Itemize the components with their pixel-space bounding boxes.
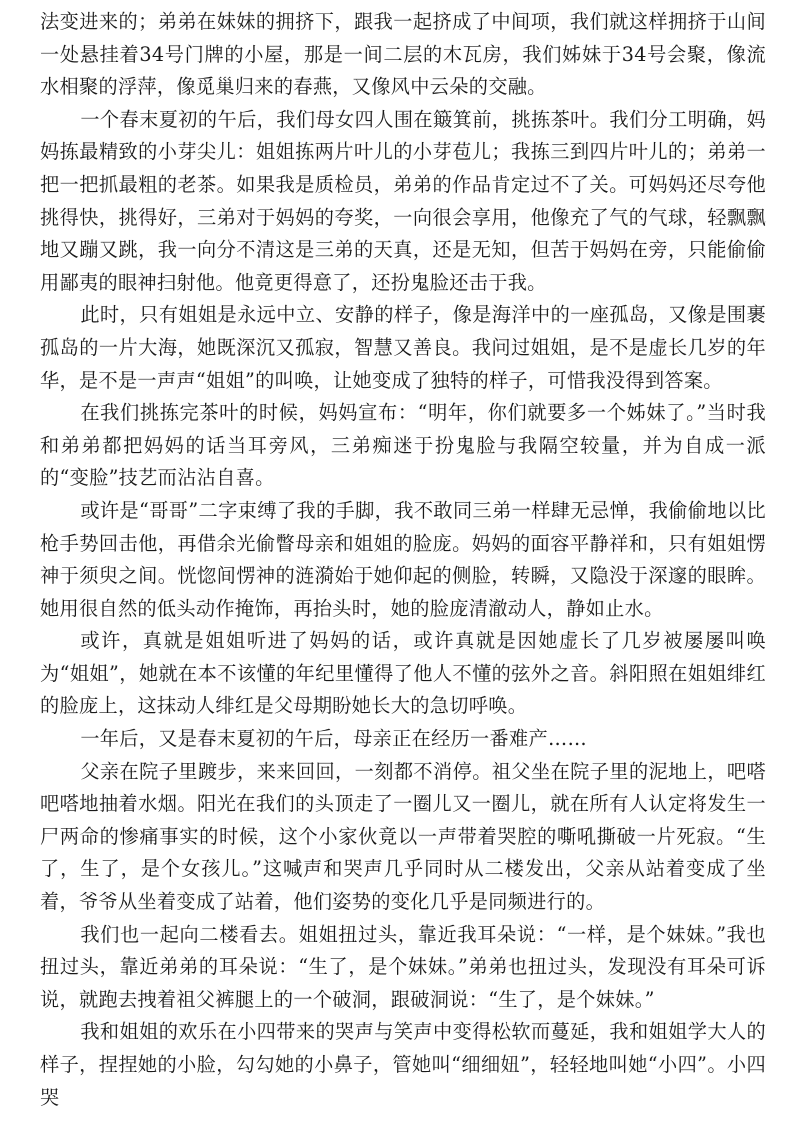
paragraph-9: 我们也一起向二楼看去。姐姐扭过头，靠近我耳朵说：“一样，是个妹妹。”我也扭过头，靠近弟弟的耳朵说：“生了，是个妹妹。”弟弟也扭过头，发现没有耳朵可诉说，就跑去拽着祖父裤腿上的一个破洞，跟破洞说：“生了，是个妹妹。” — [40, 922, 766, 1011]
paragraph-7: 一年后，又是春末夏初的午后，母亲正在经历一番难产…… — [80, 727, 587, 751]
paragraph-8: 父亲在院子里踱步，来来回回，一刻都不消停。祖父坐在院子里的泥地上，吧嗒吧嗒地抽着水烟。阳光在我们的头顶走了一圈儿又一圈儿，就在所有人认定将发生一尸两命的惨痛事实的时候，这个小家伙竟以一声带着哭腔的嘶吼撕破一片死寂。“生了，生了，是个女孩儿。”这喊声和哭声几乎同时从二楼发出，父亲从站着变成了坐着，爷爷从坐着变成了站着，他们姿势的变化几乎是同频进行的。 — [40, 759, 766, 914]
paragraph-5: 或许是“哥哥”二字束缚了我的手脚，我不敢同三弟一样肆无忌惮，我偷偷地以比枪手势回击他，再借余光偷瞥母亲和姐姐的脸庞。妈妈的面容平静祥和，只有姐姐愣神于须臾之间。恍惚间愣神的涟漪始于她仰起的侧脸，转瞬，又隐没于深邃的眼眸。她用很自然的低头动作掩饰，再抬头时，她的脸庞清澈动人，静如止水。 — [40, 498, 766, 620]
paragraph-4: 在我们挑拣完茶叶的时候，妈妈宣布：“明年，你们就要多一个姊妹了。”当时我和弟弟都把妈妈的话当耳旁风，三弟痴迷于扮鬼脸与我隔空较量，并为自成一派的“变脸”技艺而沾沾自喜。 — [40, 401, 766, 490]
paragraph-1: 法变进来的；弟弟在妹妹的拥挤下，跟我一起挤成了中间项，我们就这样拥挤于山间一处悬挂着34号门牌的小屋，那是一间二层的木瓦房，我们姊妹于34号会聚，像流水相聚的浮萍，像觅巢归来的春燕，又像风中云朵的交融。 — [40, 10, 766, 99]
paragraph-2: 一个春末夏初的午后，我们母女四人围在簸箕前，挑拣茶叶。我们分工明确，妈妈拣最精致的小芽尖儿：姐姐拣两片叶儿的小芽苞儿；我拣三到四片叶儿的；弟弟一把一把抓最粗的老茶。如果我是质检员，弟弟的作品肯定过不了关。可妈妈还尽夸他挑得快，挑得好，三弟对于妈妈的夸奖，一向很会享用，他像充了气的气球，轻飘飘地又蹦又跳，我一向分不清这是三弟的天真，还是无知，但苦于妈妈在旁，只能偷偷用鄙夷的眼神扫射他。他竟更得意了，还扮鬼脸还击于我。 — [40, 107, 766, 294]
paragraph-3: 此时，只有姐姐是永远中立、安静的样子，像是海洋中的一座孤岛，又像是围裹孤岛的一片大海，她既深沉又孤寂，智慧又善良。我问过姐姐，是不是虚长几岁的年华，是不是一声声“姐姐”的叫唤，让她变成了独特的样子，可惜我没得到答案。 — [40, 303, 766, 392]
document-page — [40, 6, 766, 1114]
paragraph-10: 我和姐姐的欢乐在小四带来的哭声与笑声中变得松软而蔓延，我和姐姐学大人的样子，捏捏她的小脸，勾勾她的小鼻子，管她叫“细细妞”，轻轻地叫她“小四”。小四哭 — [40, 1020, 766, 1109]
paragraph-6: 或许，真就是姐姐听进了妈妈的话，或许真就是因她虚长了几岁被屡屡叫唤为“姐姐”，她就在本不该懂的年纪里懂得了他人不懂的弦外之音。斜阳照在姐姐绯红的脸庞上，这抹动人绯红是父母期盼她长大的急切呼唤。 — [40, 629, 766, 718]
